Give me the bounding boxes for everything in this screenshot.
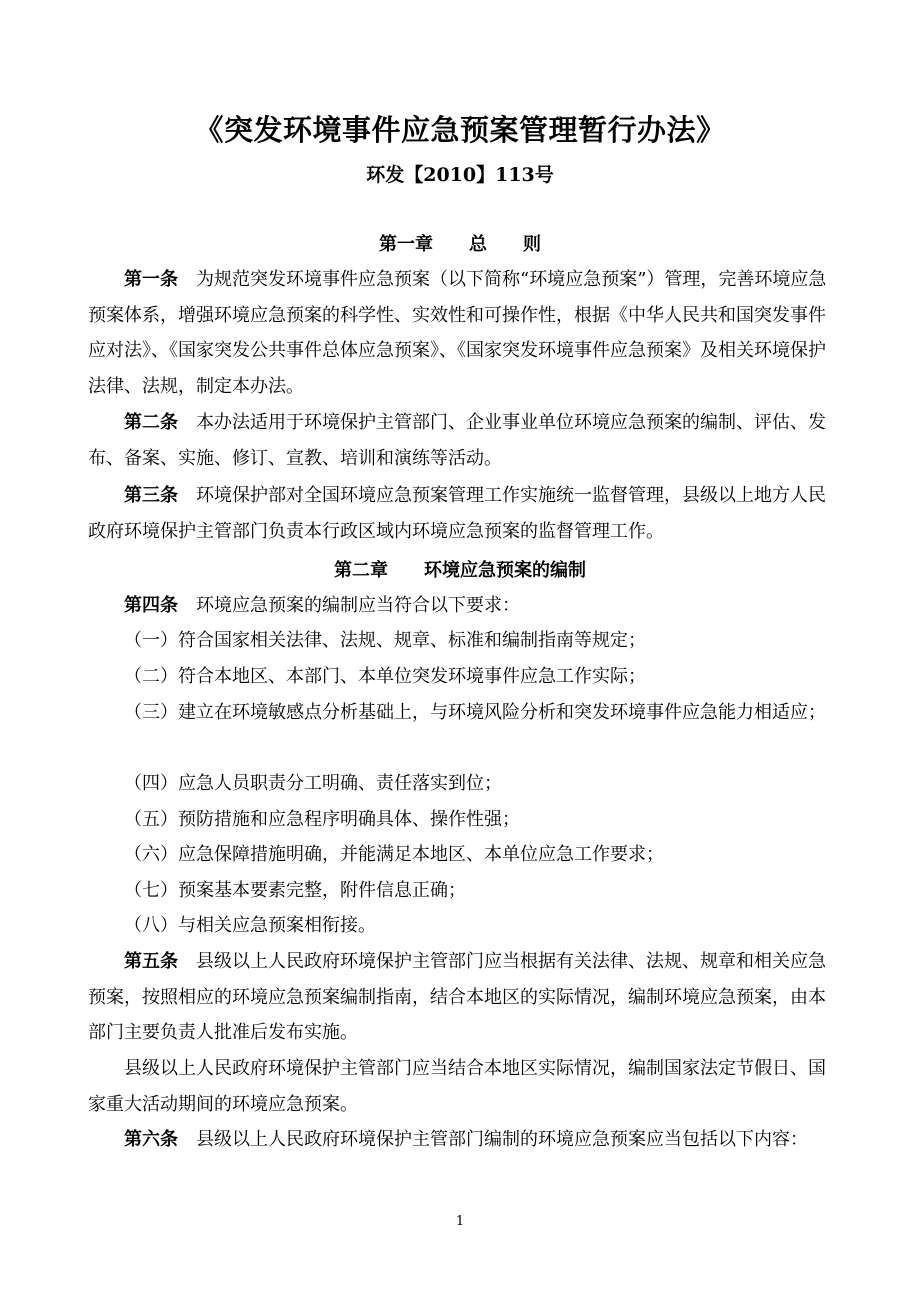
article-3 bbox=[88, 478, 832, 549]
article-2-text: 本办法适用于环境保护主管部门、企业事业单位环境应急预案的编制、评估、发布、备案、实施、修订、宣教、培训和演练等活动。 bbox=[88, 412, 826, 469]
article-5-paragraph-2: 县级以上人民政府环境保护主管部门应当结合本地区实际情况，编制国家法定节假日、国家重大活动期间的环境应急预案。 bbox=[88, 1058, 826, 1115]
article-3-text: 环境保护部对全国环境应急预案管理工作实施统一监督管理，县级以上地方人民政府环境保护主管部门负责本行政区域内环境应急预案的监督管理工作。 bbox=[88, 485, 826, 542]
document-title: 《突发环境事件应急预案管理暂行办法》 bbox=[194, 113, 726, 147]
article-1-text: 为规范突发环境事件应急预案（以下简称“环境应急预案”）管理，完善环境应急预案体系，增强环境应急预案的科学性、实效性和可操作性，根据《中华人民共和国突发事件应对法》、《国家突发公共事件总体应急预案》、《国家突发环境事件应急预案》及相关环境保护法律、法规，制定本办法。 bbox=[88, 269, 827, 397]
chapter-2-heading: 第二章 环境应急预案的编制 bbox=[334, 560, 586, 581]
article-5-label: 第五条 bbox=[124, 951, 178, 972]
article-2-label: 第二条 bbox=[124, 412, 178, 433]
article-6-label: 第六条 bbox=[124, 1129, 178, 1150]
article-4-item: （六）应急保障措施明确，并能满足本地区、本单位应急工作要求； bbox=[124, 844, 664, 865]
chapter-1-heading: 第一章 总 则 bbox=[379, 234, 541, 255]
article-5 bbox=[88, 944, 832, 1051]
article-6 bbox=[88, 1122, 832, 1158]
article-2 bbox=[88, 405, 832, 476]
article-4-item: （四）应急人员职责分工明确、责任落实到位； bbox=[124, 773, 502, 794]
article-4-item: （五）预防措施和应急程序明确具体、操作性强； bbox=[124, 809, 520, 830]
page-number: 1 bbox=[455, 1214, 465, 1229]
article-4-item: （一）符合国家相关法律、法规、规章、标准和编制指南等规定； bbox=[124, 630, 646, 651]
article-1 bbox=[88, 262, 832, 404]
article-1-label: 第一条 bbox=[124, 269, 178, 290]
document-number: 环发【2010】113号 bbox=[366, 164, 554, 186]
article-4 bbox=[88, 588, 832, 624]
article-4-item: （三）建立在环境敏感点分析基础上，与环境风险分析和突发环境事件应急能力相适应； bbox=[124, 702, 826, 723]
article-4-item: （七）预案基本要素完整，附件信息正确； bbox=[124, 880, 466, 901]
article-3-label: 第三条 bbox=[124, 485, 178, 506]
article-5-text: 县级以上人民政府环境保护主管部门应当根据有关法律、法规、规章和相关应急预案，按照相应的环境应急预案编制指南，结合本地区的实际情况，编制环境应急预案，由本部门主要负责人批准后发布实施。 bbox=[88, 951, 826, 1043]
article-4-item: （八）与相关应急预案相衔接。 bbox=[124, 915, 376, 936]
article-4-item: （二）符合本地区、本部门、本单位突发环境事件应急工作实际； bbox=[124, 666, 646, 687]
article-4-text: 环境应急预案的编制应当符合以下要求： bbox=[196, 595, 520, 616]
article-6-text: 县级以上人民政府环境保护主管部门编制的环境应急预案应当包括以下内容： bbox=[196, 1129, 808, 1150]
article-4-label: 第四条 bbox=[124, 595, 178, 616]
